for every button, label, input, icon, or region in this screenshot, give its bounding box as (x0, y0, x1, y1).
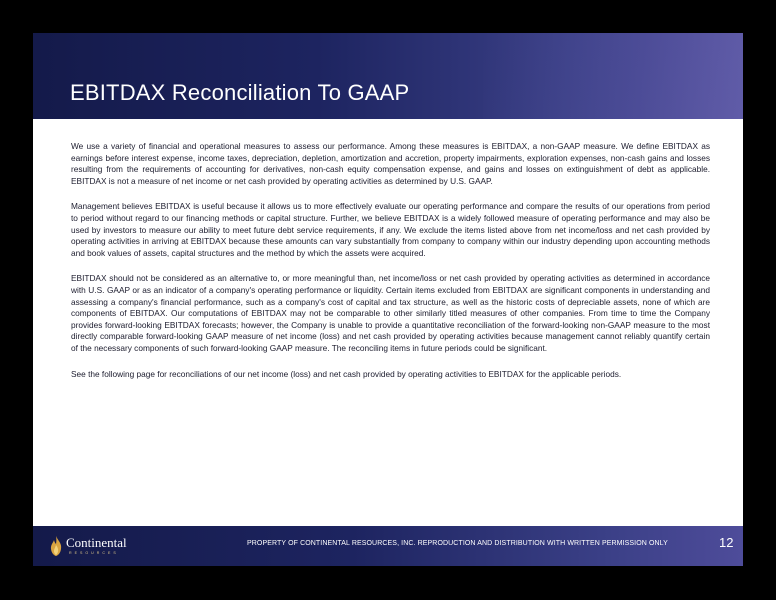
company-logo (49, 534, 169, 560)
page-number: 12 (719, 535, 734, 550)
copyright-notice: PROPERTY OF CONTINENTAL RESOURCES, INC. REPRODUCTION AND DISTRIBUTION WITH WRITTEN PERMISSION ONLY (247, 540, 668, 547)
slide-body (71, 141, 710, 394)
paragraph-limitations: EBITDAX should not be considered as an alternative to, or more meaningful than, net income/loss or net cash provided by operating activities as determined in accordance with U.S. GAAP or as an indicator of a company's operating performance or liquidity. Certain items excluded from EBITDAX are significant components in understanding and assessing a company's financial performance, such as a company's cost of capital and tax structure, as well as the historic costs of depreciable assets, none of which are components of EBITDAX. Our computations of EBITDAX may not be comparable to other similarly titled measures of other companies. From time to time the Company provides forward-looking EBITDAX forecasts; however, the Company is unable to provide a quantitative reconciliation of the forward-looking non-GAAP measure to the most directly comparable forward-looking GAAP measure of net income (loss) and net cash provided by operating activities because management cannot reliably quantify certain of the necessary components of such forward-looking GAAP measure. The reconciling items in future periods could be significant. (71, 273, 710, 353)
slide-title: EBITDAX Reconciliation To GAAP (70, 80, 410, 105)
slide-footer (33, 526, 743, 566)
logo-wordmark: Continental (66, 535, 127, 550)
flame-icon (49, 536, 63, 556)
paragraph-reference: See the following page for reconciliations of our net income (loss) and net cash provided by operating activities to EBITDAX for the applicable periods. (71, 368, 622, 379)
slide (33, 33, 743, 566)
paragraph-usefulness: Management believes EBITDAX is useful because it allows us to more effectively evaluate our operating performance and compare the results of our operations from period to period without regard to our financing methods or capital structure. Further, we believe EBITDAX is a widely followed measure of operating performance and may also be used by investors to measure our ability to meet future debt service requirements, if any. We exclude the items listed above from net income/loss and net cash provided by operating activities in arriving at EBITDAX because these amounts can vary substantially from company to company within our industry depending upon accounting methods and book values of assets, capital structures and the method by which the assets were acquired. (71, 201, 710, 258)
logo-subtitle: RESOURCES (69, 551, 119, 555)
slide-header (33, 33, 743, 119)
paragraph-definition: We use a variety of financial and operational measures to assess our performance. Among these measures is EBITDAX, a non-GAAP measure. We define EBITDAX as earnings before interest expense, income taxes, depreciation, depletion, amortization and accretion, property impairments, exploration expenses, non-cash gains and losses resulting from the requirements of accounting for derivatives, non-cash equity compensation expense, and gains and losses on extinguishment of debt as applicable. EBITDAX is not a measure of net income or net cash provided by operating activities as determined by U.S. GAAP. (71, 141, 710, 186)
